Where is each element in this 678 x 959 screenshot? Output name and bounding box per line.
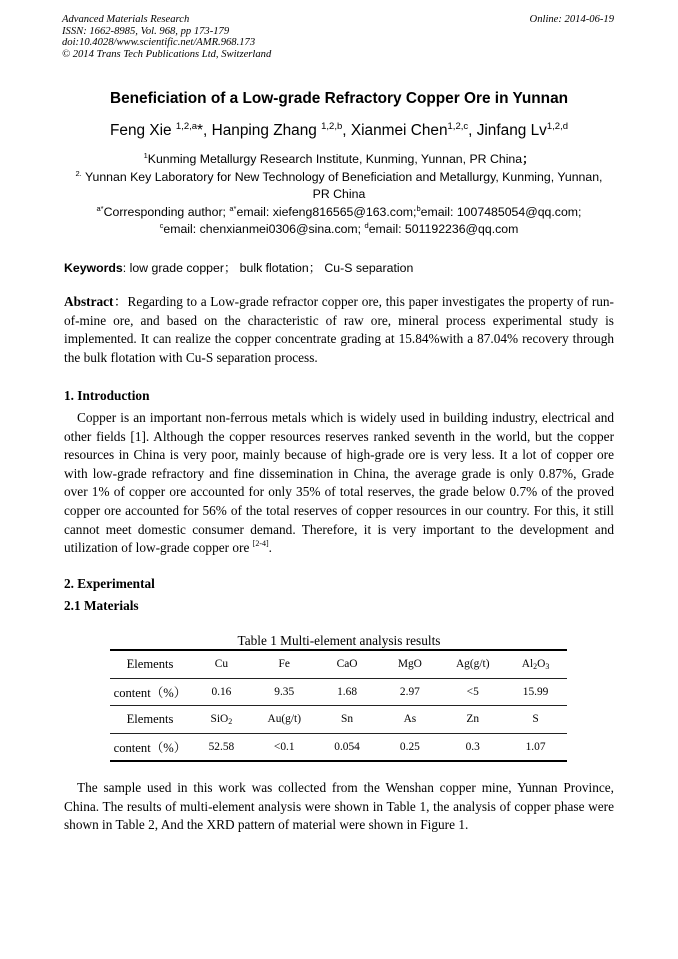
email-mark: a* — [96, 203, 104, 213]
table-cell: <0.1 — [253, 733, 316, 761]
corr-label: Corresponding author; — [103, 204, 230, 219]
section-heading-experimental: 2. Experimental — [64, 576, 155, 591]
citation: [2-4] — [252, 539, 269, 549]
intro-text: Copper is an important non-ferrous metals which is widely used in building industry, electrical and other fields [1]. Although the copper resources reserves ranked seventh in the world, but the copper resources in China is very poor, mainly because of high-grade ore is very less. It a lot of copper ore with low-grade refractory and fine dissemination in China, the average grade is only 0.87%, Grade over 1% of copper ore accounted for only 35% of total reserves, the grade below 0.7% of the proved copper ore accounted for 56% of the total reserves of copper resources in our country. For this, it still cannot meet domestic consumer demand. Therefore, it is very important to the development and utilization of low-grade copper ore — [64, 410, 614, 556]
author-affil-mark: 1,2,a — [175, 121, 198, 132]
author-name: Hanping Zhang — [211, 122, 322, 139]
section-heading-introduction: 1. Introduction — [64, 388, 150, 403]
email-mark: c — [159, 221, 164, 231]
table-cell: As — [378, 706, 441, 734]
author-name: Jinfang Lv — [476, 122, 547, 139]
formula-part: Si — [210, 713, 221, 726]
abstract-text: ：Regarding to a Low-grade refractor copper ore, this paper investigates the property of run-of-mine ore, and based on the characteristic of raw ore, mineral process experimental study is implemented. It can realize the copper concentrate grading at 15.84%with a 87.04% recovery through the bulk flotation with Cu-S separation process. — [64, 294, 614, 365]
table-row — [110, 678, 567, 706]
email-c: email: chenxianmei0306@sina.com; — [163, 222, 365, 237]
journal-copyright: © 2014 Trans Tech Publications Ltd, Switzerland — [62, 48, 272, 60]
table-cell: 15.99 — [504, 678, 567, 706]
email-d: email: 501192236@qq.com — [368, 222, 519, 237]
affil-number: 1 — [143, 151, 148, 160]
formula-sub: 2 — [533, 662, 538, 672]
table-cell — [504, 650, 567, 678]
affil-number: 2. — [75, 168, 82, 178]
formula-sub: 2 — [228, 717, 233, 727]
table-row — [110, 650, 567, 678]
table-cell: 0.3 — [441, 733, 504, 761]
table-cell: Fe — [253, 650, 316, 678]
row-label: Elements — [110, 706, 190, 734]
table-row — [110, 733, 567, 761]
table-cell: 0.054 — [316, 733, 379, 761]
keywords — [64, 260, 413, 276]
materials-paragraph: The sample used in this work was collected from the Wenshan copper mine, Yunnan Province, China. The results of multi-element analysis were shown in Table 1, the analysis of copper phase were shown in Table 2, And the XRD pattern of material were shown in Figure 1. — [64, 780, 614, 833]
author-list: Feng Xie $^{1,2,a}$*, Hanping Zhang $^{1,2,b}$, Xianmei Chen$^{1,2,c}$, Jinfang Lv$^{1,2,d}$ — [110, 121, 568, 139]
keywords-label: Keywords — [64, 261, 123, 275]
corresponding-emails — [0, 204, 678, 222]
email-b: email: 1007485054@qq.com; — [420, 204, 582, 219]
email-a: email: xiefeng816565@163.com; — [236, 204, 417, 219]
table-cell: MgO — [378, 650, 441, 678]
table-cell: 0.16 — [190, 678, 253, 706]
table-cell: Cu — [190, 650, 253, 678]
abstract-label: Abstract — [64, 294, 114, 309]
author-affil-mark: 1,2,c — [447, 121, 469, 132]
formula-part: Al — [521, 658, 534, 671]
abstract — [64, 293, 614, 367]
keywords-text: : low grade copper； bulk flotation； Cu-S separation — [122, 261, 414, 275]
table-cell: 52.58 — [190, 733, 253, 761]
table-cell: Ag(g/t) — [441, 650, 504, 678]
affiliations — [0, 151, 678, 239]
author-affil-mark: 1,2,d — [546, 121, 568, 132]
row-label: content（%） — [110, 678, 190, 706]
affil-end: ； — [522, 152, 535, 166]
table-caption: Table 1 Multi-element analysis results — [237, 633, 441, 648]
formula-part: O — [220, 713, 229, 726]
table-cell: 1.68 — [316, 678, 379, 706]
affil-text: Yunnan Key Laboratory for New Technology of Beneficiation and Metallurgy, Kunming, Yunnan, — [81, 169, 603, 184]
formula-part: O — [537, 658, 546, 671]
journal-doi: doi:10.4028/www.scientific.net/AMR.968.173 — [62, 37, 256, 49]
email-mark: a* — [229, 203, 237, 213]
table-cell: Au(g/t) — [253, 706, 316, 734]
author-name: Feng Xie — [110, 122, 176, 139]
table-cell: 2.97 — [378, 678, 441, 706]
intro-end: . — [268, 540, 272, 556]
corresponding-emails-2 — [0, 221, 678, 239]
table-cell: Zn — [441, 706, 504, 734]
table-cell: S — [504, 706, 567, 734]
table-cell: 9.35 — [253, 678, 316, 706]
introduction-paragraph — [64, 409, 614, 558]
paper-title: Beneficiation of a Low-grade Refractory Copper Ore in Yunnan — [109, 90, 569, 107]
affiliation-1 — [0, 151, 678, 169]
table-row — [110, 706, 567, 734]
table-cell: <5 — [441, 678, 504, 706]
affiliation-2 — [0, 169, 678, 187]
affil-text: Kunming Metallurgy Research Institute, Kunming, Yunnan, PR China — [147, 152, 523, 166]
row-label: content（%） — [110, 733, 190, 761]
formula-sub: 3 — [545, 662, 550, 672]
journal-name: Advanced Materials Research — [62, 14, 190, 25]
section-heading-materials: 2.1 Materials — [64, 598, 139, 613]
journal-header — [62, 14, 271, 60]
table-cell: 1.07 — [504, 733, 567, 761]
corresponding-mark: * — [197, 122, 204, 139]
table-cell: CaO — [316, 650, 379, 678]
email-mark: b — [416, 203, 421, 213]
row-label: Elements — [110, 650, 190, 678]
table-cell: 0.25 — [378, 733, 441, 761]
author-affil-mark: 1,2,b — [321, 121, 343, 132]
table-cell: Sn — [316, 706, 379, 734]
table-cell — [190, 706, 253, 734]
online-date: Online: 2014-06-19 — [529, 14, 614, 25]
journal-issn: ISSN: 1662-8985, Vol. 968, pp 173-179 — [62, 25, 230, 37]
email-mark: d — [364, 221, 369, 231]
affiliation-2-cont: PR China — [312, 187, 366, 202]
multi-element-table — [110, 649, 567, 762]
author-name: Xianmei Chen — [350, 122, 448, 139]
